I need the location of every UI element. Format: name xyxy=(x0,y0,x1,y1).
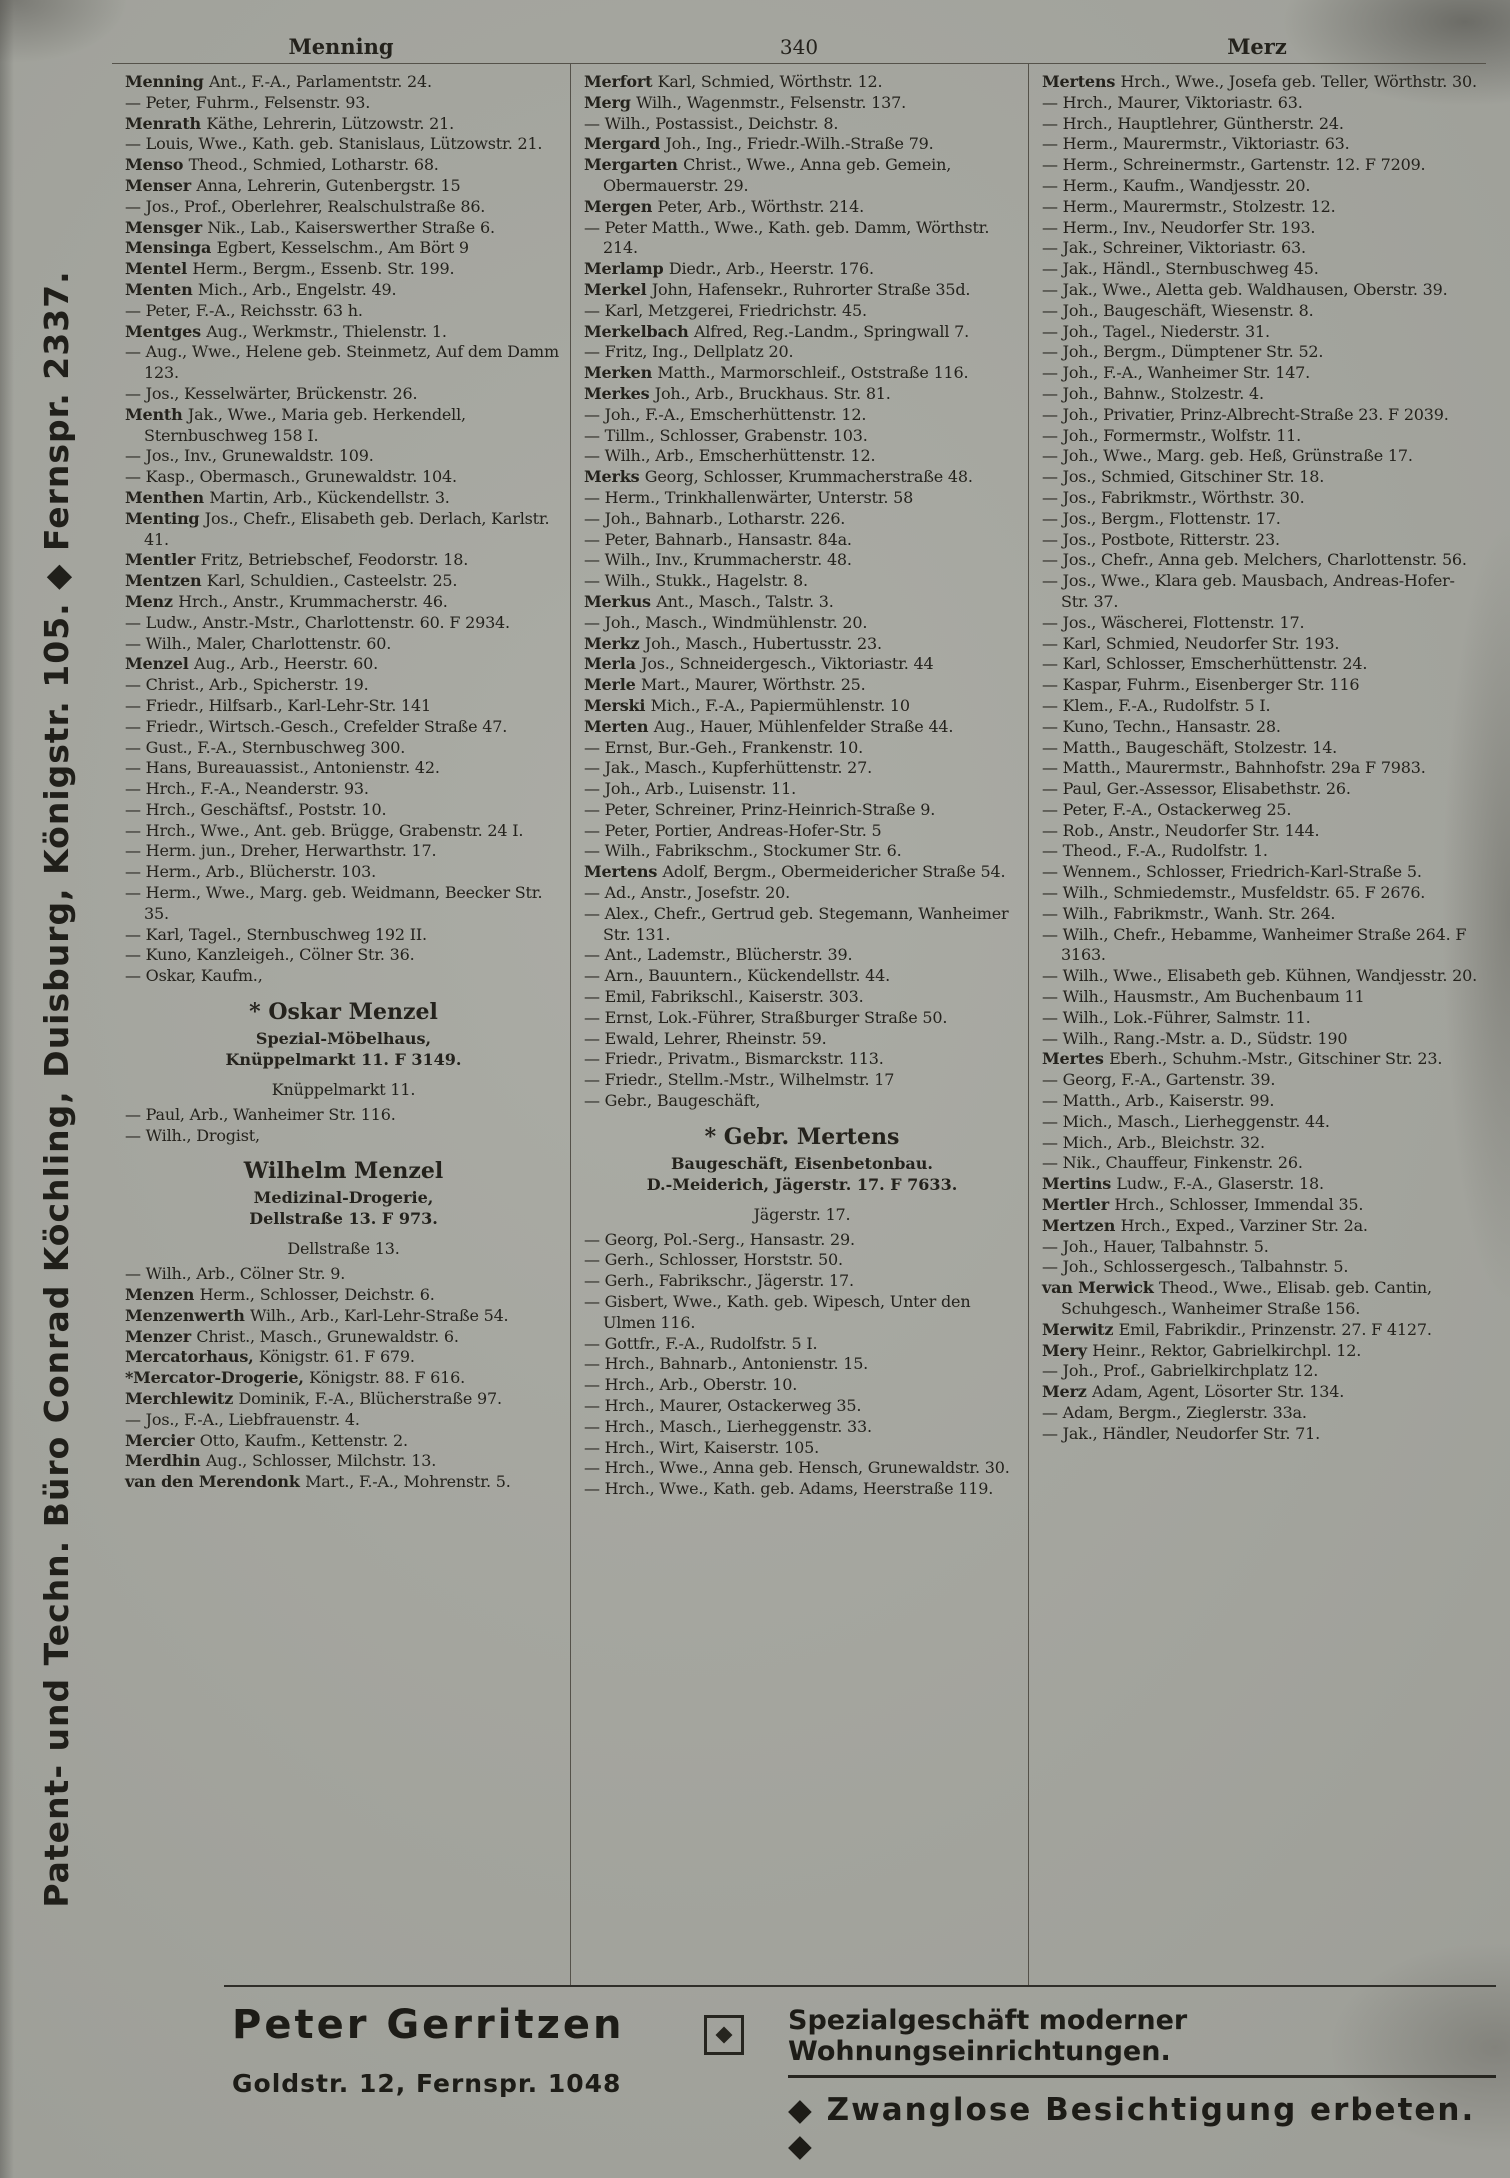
directory-entry: Merdhin Aug., Schlosser, Milchstr. 13. xyxy=(125,1451,437,1471)
directory-entry: — Jos., Chefr., Anna geb. Melchers, Charlottenstr. 56. xyxy=(1042,550,1467,570)
directory-entry: Menz Hrch., Anstr., Krummacherstr. 46. xyxy=(125,591,448,611)
directory-entry: — Jos., Wwe., Klara geb. Mausbach, Andreas-Hofer-Str. 37. xyxy=(1042,571,1455,611)
directory-entry: — Karl, Metzgerei, Friedrichstr. 45. xyxy=(584,300,867,320)
inline-ad-line: Baugeschäft, Eisenbetonbau. xyxy=(671,1153,933,1173)
directory-entry: — Joh., Bahnarb., Lotharstr. 226. xyxy=(584,508,846,528)
directory-entry: — Peter, F.-A., Ostackerweg 25. xyxy=(1042,799,1292,819)
directory-entry: — Jak., Schreiner, Viktoriastr. 63. xyxy=(1042,238,1306,258)
directory-entry: — Georg, Pol.-Serg., Hansastr. 29. xyxy=(584,1229,855,1249)
gerritzen-address: Goldstr. 12, Fernspr. 1048 xyxy=(232,2069,622,2098)
directory-entry: Menser Anna, Lehrerin, Gutenbergstr. 15 xyxy=(125,175,461,195)
directory-entry: Merkes Joh., Arb., Bruckhaus. Str. 81. xyxy=(584,383,891,403)
directory-entry: — Joh., Wwe., Marg. geb. Heß, Grünstraße 17. xyxy=(1042,446,1413,466)
directory-entry: Merle Mart., Maurer, Wörthstr. 25. xyxy=(584,675,866,695)
directory-entry: Menning Ant., F.-A., Parlamentstr. 24. xyxy=(125,72,432,91)
directory-entry: — Kasp., Obermasch., Grunewaldstr. 104. xyxy=(125,467,457,487)
directory-entry: — Peter, F.-A., Reichsstr. 63 h. xyxy=(125,300,363,320)
directory-entry: — Joh., Schlossergesch., Talbahnstr. 5. xyxy=(1042,1257,1349,1277)
directory-entry: — Hrch., Maurer, Ostackerweg 35. xyxy=(584,1396,862,1416)
directory-entry: — Jos., Fabrikmstr., Wörthstr. 30. xyxy=(1042,487,1305,507)
directory-entry: Merwitz Emil, Fabrikdir., Prinzenstr. 27. F 4127. xyxy=(1042,1319,1432,1339)
directory-entry: — Mich., Masch., Lierheggenstr. 44. xyxy=(1042,1111,1330,1131)
directory-entry: — Hrch., Wwe., Anna geb. Hensch, Grunewaldstr. 30. xyxy=(584,1458,1010,1478)
directory-entry: — Herm., Wwe., Marg. geb. Weidmann, Beecker Str. 35. xyxy=(125,883,543,923)
directory-entry: — Joh., Hauer, Talbahnstr. 5. xyxy=(1042,1236,1269,1256)
directory-entry: — Wennem., Schlosser, Friedrich-Karl-Straße 5. xyxy=(1042,862,1422,882)
directory-entry: — Wilh., Schmiedemstr., Musfeldstr. 65. F 2676. xyxy=(1042,883,1426,903)
directory-entry: — Adam, Bergm., Zieglerstr. 33a. xyxy=(1042,1403,1307,1422)
directory-entry: — Friedr., Hilfsarb., Karl-Lehr-Str. 141 xyxy=(125,695,431,715)
directory-entry: — Louis, Wwe., Kath. geb. Stanislaus, Lützowstr. 21. xyxy=(125,134,543,154)
directory-entry: — Gerh., Fabrikschr., Jägerstr. 17. xyxy=(584,1271,854,1291)
directory-entry: Knüppelmarkt 11. xyxy=(271,1080,416,1100)
directory-entry: — Jak., Händler, Neudorfer Str. 71. xyxy=(1042,1423,1321,1443)
directory-entry: — Ludw., Anstr.-Mstr., Charlottenstr. 60. F 2934. xyxy=(125,612,510,632)
directory-entry: — Joh., Bahnw., Stolzestr. 4. xyxy=(1042,383,1264,403)
directory-entry: — Hans, Bureauassist., Antonienstr. 42. xyxy=(125,758,440,778)
directory-entry: — Peter, Portier, Andreas-Hofer-Str. 5 xyxy=(584,820,882,840)
directory-entry: Mergard Joh., Ing., Friedr.-Wilh.-Straße 79. xyxy=(584,134,934,154)
directory-entry: Mensger Nik., Lab., Kaiserswerther Straße 6. xyxy=(125,217,495,237)
inline-ad-line: Dellstraße 13. F 973. xyxy=(249,1209,438,1229)
directory-entry: — Herm., Maurermstr., Stolzestr. 12. xyxy=(1042,196,1336,216)
directory-entry: Mentel Herm., Bergm., Essenb. Str. 199. xyxy=(125,259,455,279)
directory-entry: — Wilh., Rang.-Mstr. a. D., Südstr. 190 xyxy=(1042,1028,1348,1048)
footer-ad-gerritzen xyxy=(224,2003,694,2098)
furniture-ad-line1: Spezialgeschäft moderner Wohnungseinrichtungen. xyxy=(788,2005,1496,2078)
directory-entry: — Fritz, Ing., Dellplatz 20. xyxy=(584,342,794,362)
directory-entry: — Joh., Formermstr., Wolfstr. 11. xyxy=(1042,425,1302,445)
directory-entry: — Joh., Prof., Gabrielkirchplatz 12. xyxy=(1042,1361,1319,1381)
directory-entry: van den Merendonk Mart., F.-A., Mohrenstr. 5. xyxy=(125,1472,511,1492)
directory-entry: — Klem., F.-A., Rudolfstr. 5 I. xyxy=(1042,695,1271,715)
directory-entry: Mertes Eberh., Schuhm.-Mstr., Gitschiner Str. 23. xyxy=(1042,1049,1443,1069)
directory-entry: Menthen Martin, Arb., Kückendellstr. 3. xyxy=(125,487,450,507)
directory-entry: Merkus Ant., Masch., Talstr. 3. xyxy=(584,591,834,611)
directory-column-2 xyxy=(570,64,1028,1985)
directory-columns xyxy=(112,64,1486,1985)
directory-entry: — Jos., Kesselwärter, Brückenstr. 26. xyxy=(125,383,418,403)
directory-entry: Merks Georg, Schlosser, Krummacherstraße 48. xyxy=(584,467,973,487)
directory-entry: — Gebr., Baugeschäft, xyxy=(584,1091,761,1111)
directory-entry: — Herm., Schreinermstr., Gartenstr. 12. F 7209. xyxy=(1042,155,1426,175)
directory-entry: — Ad., Anstr., Josefstr. 20. xyxy=(584,883,790,903)
inline-ad xyxy=(584,1124,1020,1195)
page-main xyxy=(112,0,1496,2178)
directory-entry: — Hrch., Maurer, Viktoriastr. 63. xyxy=(1042,92,1303,112)
directory-entry: — Georg, F.-A., Gartenstr. 39. xyxy=(1042,1070,1276,1090)
guide-word-left: Menning xyxy=(288,34,394,59)
directory-entry: — Jos., Prof., Oberlehrer, Realschulstraße 86. xyxy=(125,196,486,216)
directory-entry: Merten Aug., Hauer, Mühlenfelder Straße 44. xyxy=(584,716,954,736)
directory-entry: — Wilh., Stukk., Hagelstr. 8. xyxy=(584,571,808,591)
inline-ad-title: * Oskar Menzel xyxy=(249,999,438,1026)
directory-entry: Merg Wilh., Wagenmstr., Felsenstr. 137. xyxy=(584,92,906,112)
directory-column-1 xyxy=(112,64,570,1985)
directory-entry: Merkel John, Hafensekr., Ruhrorter Straße 35d. xyxy=(584,279,971,299)
directory-entry: — Wilh., Postassist., Deichstr. 8. xyxy=(584,113,839,133)
directory-entry: — Peter, Bahnarb., Hansastr. 84a. xyxy=(584,529,852,549)
directory-entry: Mertler Hrch., Schlosser, Immendal 35. xyxy=(1042,1195,1364,1215)
directory-entry: Merski Mich., F.-A., Papiermühlenstr. 10 xyxy=(584,695,910,715)
directory-entry: — Wilh., Wwe., Elisabeth geb. Kühnen, Wandjesstr. 20. xyxy=(1042,966,1478,986)
directory-entry: Menzer Christ., Masch., Grunewaldstr. 6. xyxy=(125,1326,459,1346)
inline-ad-line: Spezial-Möbelhaus, xyxy=(255,1029,432,1049)
inline-ad-line: D.-Meiderich, Jägerstr. 17. F 7633. xyxy=(646,1174,958,1194)
directory-entry: van Merwick Theod., Wwe., Elisab. geb. Cantin, Schuhgesch., Wanheimer Straße 156. xyxy=(1042,1278,1432,1319)
inline-ad xyxy=(125,1158,562,1229)
directory-entry: Mercier Otto, Kaufm., Kettenstr. 2. xyxy=(125,1430,408,1450)
directory-entry: Mertens Hrch., Wwe., Josefa geb. Teller, Wörthstr. 30. xyxy=(1042,72,1477,91)
directory-entry: — Jak., Händl., Sternbuschweg 45. xyxy=(1042,259,1319,279)
directory-entry: Mentges Aug., Werkmstr., Thielenstr. 1. xyxy=(125,321,447,341)
directory-entry: Mertzen Hrch., Exped., Varziner Str. 2a. xyxy=(1042,1215,1368,1235)
directory-entry: — Peter, Schreiner, Prinz-Heinrich-Straße 9. xyxy=(584,799,936,819)
directory-entry: — Herm., Inv., Neudorfer Str. 193. xyxy=(1042,217,1316,237)
directory-entry: — Jos., Wäscherei, Flottenstr. 17. xyxy=(1042,612,1305,632)
directory-entry: — Jak., Wwe., Aletta geb. Waldhausen, Oberstr. 39. xyxy=(1042,279,1448,299)
directory-entry: — Rob., Anstr., Neudorfer Str. 144. xyxy=(1042,820,1320,840)
inline-ad-line: Knüppelmarkt 11. F 3149. xyxy=(225,1050,462,1070)
directory-entry: — Matth., Arb., Kaiserstr. 99. xyxy=(1042,1091,1275,1111)
directory-entry: — Peter, Fuhrm., Felsenstr. 93. xyxy=(125,92,371,112)
furniture-ad-line2: ◆ Zwanglose Besichtigung erbeten. ◆ xyxy=(788,2092,1476,2164)
margin-ad-vertical xyxy=(0,0,112,2178)
directory-entry: — Jos., F.-A., Liebfrauenstr. 4. xyxy=(125,1409,360,1429)
directory-entry: — Theod., F.-A., Rudolfstr. 1. xyxy=(1042,841,1268,861)
directory-entry: — Peter Matth., Wwe., Kath. geb. Damm, Wörthstr. 214. xyxy=(584,217,990,258)
directory-entry: Menso Theod., Schmied, Lotharstr. 68. xyxy=(125,155,439,175)
directory-entry: Mertins Ludw., F.-A., Glaserstr. 18. xyxy=(1042,1174,1324,1194)
directory-entry: Jägerstr. 17. xyxy=(753,1204,851,1224)
directory-entry: — Hrch., Arb., Oberstr. 10. xyxy=(584,1375,798,1395)
directory-entry: Mertens Adolf, Bergm., Obermeidericher Straße 54. xyxy=(584,862,1006,882)
page-number: 340 xyxy=(779,35,819,59)
directory-entry: — Hrch., Wwe., Ant. geb. Brügge, Grabenstr. 24 I. xyxy=(125,820,524,840)
directory-entry: — Joh., Tagel., Niederstr. 31. xyxy=(1042,321,1270,341)
directory-entry: — Herm., Kaufm., Wandjesstr. 20. xyxy=(1042,175,1311,195)
directory-entry: — Christ., Arb., Spicherstr. 19. xyxy=(125,675,369,695)
directory-entry: Dellstraße 13. xyxy=(287,1239,400,1259)
directory-entry: Menting Jos., Chefr., Elisabeth geb. Derlach, Karlstr. 41. xyxy=(125,508,550,549)
directory-entry: — Wilh., Arb., Emscherhüttenstr. 12. xyxy=(584,446,876,466)
directory-entry: — Herm., Trinkhallenwärter, Unterstr. 58 xyxy=(584,487,914,507)
directory-entry: — Oskar, Kaufm., xyxy=(125,966,263,986)
directory-entry: — Paul, Ger.-Assessor, Elisabethstr. 26. xyxy=(1042,779,1351,799)
directory-entry: — Hrch., Wirt, Kaiserstr. 105. xyxy=(584,1437,820,1457)
margin-ad-vertical-text: Patent- und Techn. Büro Conrad Köchling, Duisburg, Königstr. 105. ◆ Fernspr. 2337. xyxy=(36,270,76,1908)
directory-entry: Merkelbach Alfred, Reg.-Landm., Springwall 7. xyxy=(584,321,970,341)
directory-entry: — Joh., F.-A., Emscherhüttenstr. 12. xyxy=(584,404,867,424)
directory-entry: — Kuno, Techn., Hansastr. 28. xyxy=(1042,716,1281,736)
directory-entry: — Wilh., Hausmstr., Am Buchenbaum 11 xyxy=(1042,987,1365,1007)
directory-entry: — Ewald, Lehrer, Rheinstr. 59. xyxy=(584,1028,827,1048)
directory-entry: — Ant., Lademstr., Blücherstr. 39. xyxy=(584,945,853,965)
directory-entry: — Jos., Schmied, Gitschiner Str. 18. xyxy=(1042,467,1325,487)
directory-entry: — Herm., Maurermstr., Viktoriastr. 63. xyxy=(1042,134,1350,154)
directory-entry: Menzenwerth Wilh., Arb., Karl-Lehr-Straße 54. xyxy=(125,1305,509,1325)
directory-entry: — Ernst, Bur.-Geh., Frankenstr. 10. xyxy=(584,737,864,757)
directory-entry: — Hrch., Bahnarb., Antonienstr. 15. xyxy=(584,1354,869,1374)
directory-entry: Mentzen Karl, Schuldien., Casteelstr. 25. xyxy=(125,571,458,591)
ornament-icon xyxy=(704,2015,744,2055)
directory-entry: — Hrch., Wwe., Kath. geb. Adams, Heerstraße 119. xyxy=(584,1479,994,1499)
directory-entry: — Jos., Inv., Grunewaldstr. 109. xyxy=(125,446,374,466)
directory-column-3 xyxy=(1028,64,1486,1985)
directory-entry: — Jos., Bergm., Flottenstr. 17. xyxy=(1042,508,1281,528)
directory-entry: — Nik., Chauffeur, Finkenstr. 26. xyxy=(1042,1153,1303,1173)
footer-ad-furniture xyxy=(770,2003,1496,2164)
directory-entry: — Joh., Masch., Windmühlenstr. 20. xyxy=(584,612,868,632)
directory-entry: Merfort Karl, Schmied, Wörthstr. 12. xyxy=(584,72,883,91)
gerritzen-title: Peter Gerritzen xyxy=(232,2002,625,2048)
directory-entry: Menzen Herm., Schlosser, Deichstr. 6. xyxy=(125,1285,435,1305)
directory-entry: *Mercator-Drogerie, Königstr. 88. F 616. xyxy=(125,1368,465,1388)
directory-entry: — Wilh., Fabrikschm., Stockumer Str. 6. xyxy=(584,841,902,861)
directory-entry: Mensinga Egbert, Kesselschm., Am Bört 9 xyxy=(125,238,469,258)
directory-entry: Merz Adam, Agent, Lösorter Str. 134. xyxy=(1042,1382,1345,1402)
directory-entry: — Friedr., Privatm., Bismarckstr. 113. xyxy=(584,1049,884,1069)
directory-entry: — Joh., Arb., Luisenstr. 11. xyxy=(584,779,796,799)
directory-entry: — Hrch., Geschäftsf., Poststr. 10. xyxy=(125,799,387,819)
directory-entry: — Wilh., Fabrikmstr., Wanh. Str. 264. xyxy=(1042,903,1336,923)
directory-entry: — Joh., Bergm., Dümptener Str. 52. xyxy=(1042,342,1324,362)
directory-entry: — Wilh., Chefr., Hebamme, Wanheimer Straße 264. F 3163. xyxy=(1042,924,1467,965)
directory-entry: Menrath Käthe, Lehrerin, Lützowstr. 21. xyxy=(125,113,455,133)
directory-entry: — Friedr., Wirtsch.-Gesch., Crefelder Straße 47. xyxy=(125,716,508,736)
directory-entry: Mery Heinr., Rektor, Gabrielkirchpl. 12. xyxy=(1042,1340,1362,1360)
directory-entry: — Gerh., Schlosser, Horststr. 50. xyxy=(584,1250,843,1270)
directory-entry: — Wilh., Maler, Charlottenstr. 60. xyxy=(125,633,392,653)
directory-entry: — Wilh., Arb., Cölner Str. 9. xyxy=(125,1264,346,1284)
directory-entry: — Joh., Privatier, Prinz-Albrecht-Straße 23. F 2039. xyxy=(1042,404,1449,424)
directory-entry: — Joh., Baugeschäft, Wiesenstr. 8. xyxy=(1042,300,1314,320)
directory-entry: — Joh., F.-A., Wanheimer Str. 147. xyxy=(1042,363,1311,383)
directory-entry: — Aug., Wwe., Helene geb. Steinmetz, Auf dem Damm 123. xyxy=(125,342,560,383)
directory-entry: Mentler Fritz, Betriebschef, Feodorstr. 18. xyxy=(125,550,469,570)
directory-entry: — Ernst, Lok.-Führer, Straßburger Straße 50. xyxy=(584,1007,948,1027)
inline-ad xyxy=(125,999,562,1070)
directory-entry: Merken Matth., Marmorschleif., Oststraße 116. xyxy=(584,363,969,383)
inline-ad-line: Medizinal-Drogerie, xyxy=(253,1188,434,1208)
directory-entry: — Gust., F.-A., Sternbuschweg 300. xyxy=(125,737,406,757)
directory-entry: Menth Jak., Wwe., Maria geb. Herkendell, Sternbuschweg 158 I. xyxy=(125,404,466,445)
directory-entry: — Emil, Fabrikschl., Kaiserstr. 303. xyxy=(584,987,864,1007)
page-header xyxy=(112,0,1486,64)
directory-entry: Mergarten Christ., Wwe., Anna geb. Gemein, Obermauerstr. 29. xyxy=(584,155,952,195)
directory-entry: — Herm., Arb., Blücherstr. 103. xyxy=(125,862,376,882)
directory-entry: — Paul, Arb., Wanheimer Str. 116. xyxy=(125,1104,396,1124)
directory-entry: — Mich., Arb., Bleichstr. 32. xyxy=(1042,1132,1265,1152)
directory-entry: — Herm. jun., Dreher, Herwarthstr. 17. xyxy=(125,841,437,861)
directory-entry: — Tillm., Schlosser, Grabenstr. 103. xyxy=(584,425,868,445)
directory-entry: — Arn., Bauuntern., Kückendellstr. 44. xyxy=(584,966,891,986)
directory-entry: Merkz Joh., Masch., Hubertusstr. 23. xyxy=(584,633,882,653)
directory-entry: — Hrch., F.-A., Neanderstr. 93. xyxy=(125,779,369,799)
directory-entry: — Kaspar, Fuhrm., Eisenberger Str. 116 xyxy=(1042,675,1360,695)
directory-entry: — Hrch., Masch., Lierheggenstr. 33. xyxy=(584,1416,872,1436)
inline-ad-title: * Gebr. Mertens xyxy=(704,1123,900,1150)
directory-entry: Merla Jos., Schneidergesch., Viktoriastr. 44 xyxy=(584,654,934,674)
directory-entry: — Wilh., Inv., Krummacherstr. 48. xyxy=(584,550,852,570)
directory-entry: — Karl, Tagel., Sternbuschweg 192 II. xyxy=(125,924,427,944)
directory-entry: — Jos., Postbote, Ritterstr. 23. xyxy=(1042,529,1280,549)
directory-entry: — Matth., Maurermstr., Bahnhofstr. 29a F 7983. xyxy=(1042,758,1426,778)
directory-entry: — Gisbert, Wwe., Kath. geb. Wipesch, Unter den Ulmen 116. xyxy=(584,1292,971,1332)
directory-entry: — Matth., Baugeschäft, Stolzestr. 14. xyxy=(1042,737,1338,757)
directory-entry: — Jak., Masch., Kupferhüttenstr. 27. xyxy=(584,758,873,778)
directory-entry: Menzel Aug., Arb., Heerstr. 60. xyxy=(125,654,378,674)
directory-entry: — Gottfr., F.-A., Rudolfstr. 5 I. xyxy=(584,1333,818,1353)
inline-ad-title: Wilhelm Menzel xyxy=(243,1158,444,1185)
directory-entry: Merchlewitz Dominik, F.-A., Blücherstraße 97. xyxy=(125,1389,502,1409)
directory-entry: Mercatorhaus, Königstr. 61. F 679. xyxy=(125,1347,415,1367)
directory-entry: Menten Mich., Arb., Engelstr. 49. xyxy=(125,279,397,299)
directory-entry: — Kuno, Kanzleigeh., Cölner Str. 36. xyxy=(125,945,415,965)
directory-entry: — Hrch., Hauptlehrer, Güntherstr. 24. xyxy=(1042,113,1344,133)
guide-word-right: Merz xyxy=(1227,34,1287,59)
directory-entry: Mergen Peter, Arb., Wörthstr. 214. xyxy=(584,196,864,216)
directory-entry: — Wilh., Lok.-Führer, Salmstr. 11. xyxy=(1042,1007,1311,1027)
directory-entry: Merlamp Diedr., Arb., Heerstr. 176. xyxy=(584,259,874,279)
directory-entry: — Karl, Schmied, Neudorfer Str. 193. xyxy=(1042,633,1340,653)
directory-entry: — Wilh., Drogist, xyxy=(125,1125,260,1145)
directory-entry: — Alex., Chefr., Gertrud geb. Stegemann, Wanheimer Str. 131. xyxy=(584,903,1009,944)
footer-ads xyxy=(224,1985,1496,2178)
directory-entry: — Friedr., Stellm.-Mstr., Wilhelmstr. 17 xyxy=(584,1070,895,1090)
directory-entry: — Karl, Schlosser, Emscherhüttenstr. 24. xyxy=(1042,654,1368,674)
